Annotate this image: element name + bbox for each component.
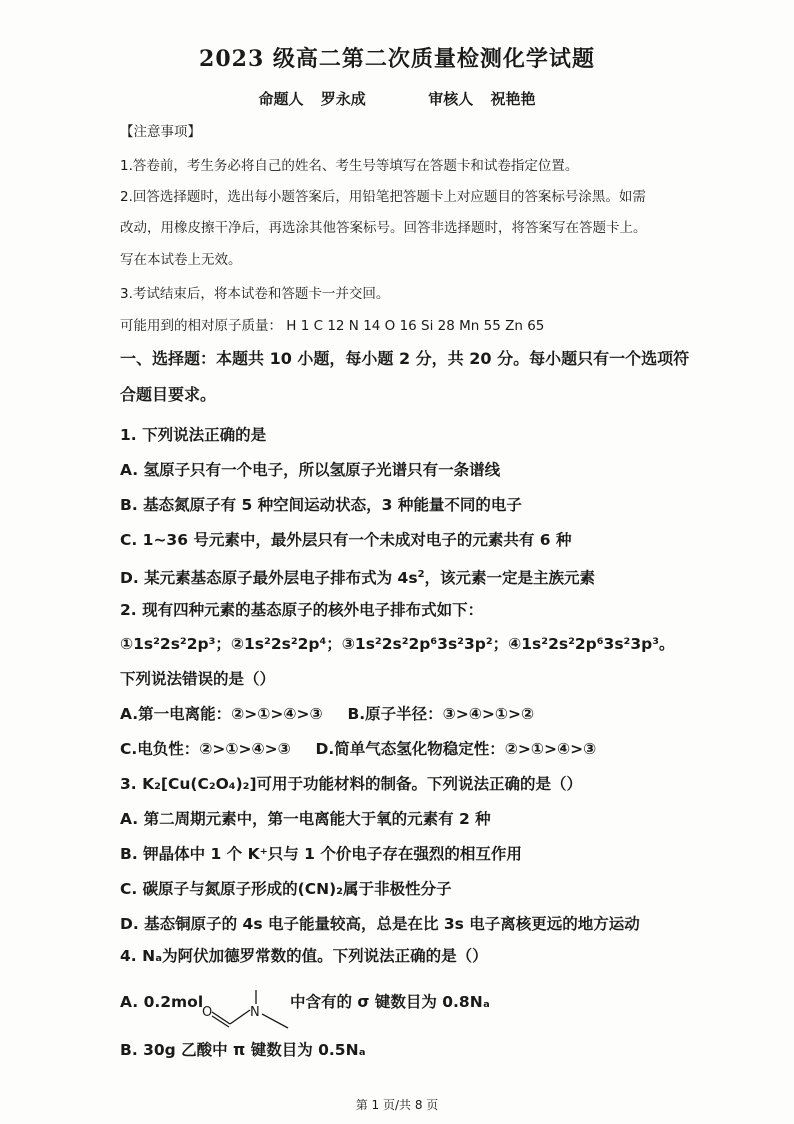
q1-option-d-text: D. 某元素基态原子最外层电子排布式为 4s <box>120 569 418 588</box>
q1-option-a: A. 氢原子只有一个电子，所以氢原子光谱只有一条谱线 <box>120 461 501 479</box>
section-heading-line-1: 一、选择题：本题共 10 小题，每小题 2 分，共 20 分。每小题只有一个选项符 <box>120 349 690 368</box>
q3-option-c: C. 碳原子与氮原子形成的(CN)₂属于非极性分子 <box>120 880 452 898</box>
q2-question: 下列说法错误的是（） <box>120 670 276 688</box>
q4-option-a-text: 中含有的 σ 键数目为 0.8Nₐ <box>290 993 490 1011</box>
q4-stem: 4. Nₐ为阿伏加德罗常数的值。下列说法正确的是（） <box>120 947 488 965</box>
notice-item-2-line-3: 写在本试卷上无效。 <box>120 252 242 268</box>
q1-option-d <box>120 565 766 588</box>
q3-stem: 3. K₂[Cu(C₂O₄)₂]可用于功能材料的制备。下列说法正确的是（） <box>120 775 583 793</box>
q3-option-a: A. 第二周期元素中，第一电离能大于氧的元素有 2 种 <box>120 810 491 828</box>
q2-option-c: C.电负性：②>①>④>③ <box>120 740 291 758</box>
page-number: 第 1 页/共 8 页 <box>355 1098 439 1112</box>
atomic-masses: 可能用到的相对原子质量： H 1 C 12 N 14 O 16 Si 28 Mn 55 Zn 65 <box>120 318 545 334</box>
q4-option-b: B. 30g 乙酸中 π 键数目为 0.5Nₐ <box>120 1041 366 1059</box>
notice-heading: 【注意事项】 <box>120 124 201 140</box>
author-name: 罗永成 <box>320 90 366 108</box>
q2-configurations: ①1s²2s²2p³；②1s²2s²2p⁴；③1s²2s²2p⁶3s²3p²；④1s²2s²2p⁶3s²3p³。 <box>120 635 675 653</box>
q2-option-a: A.第一电离能：②>①>④>③ <box>120 705 323 723</box>
notice-item-3: 3.考试结束后，将本试卷和答题卡一并交回。 <box>120 286 390 302</box>
section-heading-line-2: 合题目要求。 <box>120 385 217 404</box>
reviewer-name: 祝艳艳 <box>490 90 536 108</box>
q1-option-d-tail: ，该元素一定是主族元素 <box>424 569 596 588</box>
q1-option-d-superscript: 2 <box>417 569 425 580</box>
q4-option-a-label: A. 0.2mol <box>120 993 204 1011</box>
q3-option-d: D. 基态铜原子的 4s 电子能量较高，总是在比 3s 电子离核更远的地方运动 <box>120 915 640 933</box>
q1-stem: 1. 下列说法正确的是 <box>120 426 267 444</box>
q1-option-c: C. 1~36 号元素中，最外层只有一个未成对电子的元素共有 6 种 <box>120 531 572 549</box>
molecule-oxygen-label: O <box>202 1005 213 1020</box>
q2-stem: 2. 现有四种元素的基态原子的核外电子排布式如下： <box>120 601 484 619</box>
q3-option-b: B. 钾晶体中 1 个 K⁺只与 1 个价电子存在强烈的相互作用 <box>120 845 522 863</box>
q2-option-b: B.原子半径：③>④>①>② <box>347 705 535 723</box>
molecule-nitrogen-label: N <box>250 1005 260 1020</box>
author-label: 命题人 <box>258 90 304 108</box>
q2-options-ab <box>120 704 766 724</box>
molecule-methyl-bond-right <box>262 1014 288 1028</box>
molecule-cn-bond <box>230 1010 250 1024</box>
notice-item-1: 1.答卷前，考生务必将自己的姓名、考生号等填写在答题卡和试卷指定位置。 <box>120 158 579 174</box>
reviewer-label: 审核人 <box>428 90 474 108</box>
q2-options-cd <box>120 739 766 759</box>
author-line <box>0 88 794 109</box>
q2-option-d: D.简单气态氢化物稳定性：②>①>④>③ <box>315 740 597 758</box>
dmf-molecule-structure <box>200 990 292 1034</box>
q1-option-b: B. 基态氮原子有 5 种空间运动状态，3 种能量不同的电子 <box>120 496 522 514</box>
notice-item-2-line-2: 改动，用橡皮擦干净后，再选涂其他答案标号。回答非选择题时，将答案写在答题卡上。 <box>120 220 647 236</box>
notice-item-2-line-1: 2.回答选择题时，选出每小题答案后，用铅笔把答题卡上对应题目的答案标号涂黑。如需 <box>120 189 646 205</box>
page-title: 2023 级高二第二次质量检测化学试题 <box>199 46 595 72</box>
